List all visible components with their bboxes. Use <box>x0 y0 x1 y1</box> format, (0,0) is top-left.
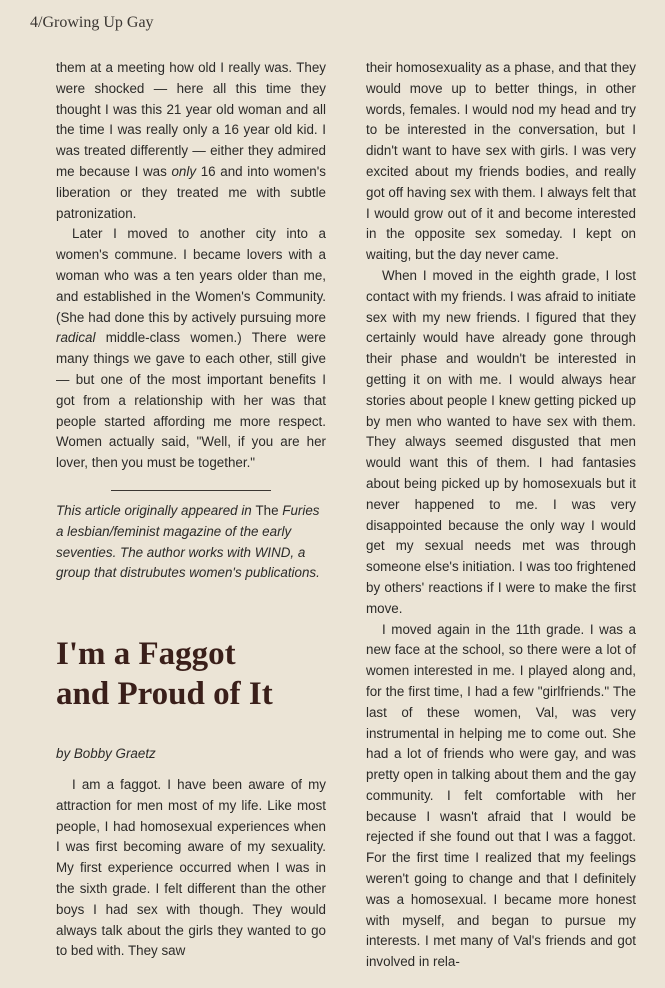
paragraph-commune <box>56 224 326 474</box>
title-line-1: I'm a Faggot <box>56 636 236 673</box>
paragraph-text: middle-class women.) There were many things we gave to each other, still give — but one of the most important benefits I got from a relationship with her was that people started affording me more respect. Women actually said, "Well, if you are her lover, then you must be together." <box>56 330 326 471</box>
paragraph-phase: their homosexuality as a phase, and that they would move up to better things, in other words, females. I would nod my head and try to be interested in the conversation, but I didn't want to have sex with girls. I was very excited about my friends bodies, and really got off having sex with them. I always felt that I would grow out of it and become interested in the opposite sex someday. I kept on waiting, but the day never came. <box>366 60 636 263</box>
divider-rule <box>111 490 271 491</box>
note-text: This article originally appeared in <box>56 502 256 518</box>
right-column <box>366 58 636 973</box>
left-column <box>56 58 326 962</box>
paragraph-text: Later I moved to another city into a women's commune. I became lovers with a woman who was a ten years older than me, and established in the Women's Community. (She had done this by actively pursuing more <box>56 226 326 325</box>
paragraph-text: 16 and into women's liberation or they treated me with subtle patronization. <box>56 163 326 221</box>
emphasis-text: only <box>171 163 197 179</box>
paragraph-eleventh-grade: I moved again in the 11th grade. I was a new face at the school, so there were a lot of women interested in me. I played along and, for the first time, I had a few "girlfriends." The last of these women, Val, was very instrumental in helping me to come out. She had a lot of friends who were gay, and was pretty open in talking about them and the gay community. I felt comfortable with her because I wasn't afraid that I would be rejected if she found out that I was a faggot. For the first time I realized that my feelings weren't going to change and that I definitely was a homosexual. I became more honest with myself, and began to pursue my interests. I met many of Val's friends and got involved in rela- <box>366 621 636 970</box>
running-header: 4/Growing Up Gay <box>30 14 154 31</box>
paragraph-eighth-grade: When I moved in the eighth grade, I lost contact with my friends. I was afraid to initiate sex with my new friends. I figured that they certainly would have already gone through their phase and wouldn't be interested in getting it on with me. I would always hear stories about people I knew getting picked up by men who wanted to have sex with them. They always seemed disgusted that men would want this of them. I had fantasies about being picked up by homosexuals but it never happened to me. I was very disappointed because the only way I would get my sexual needs met was through someone else's initiation. I was too frightened by others' reactions if I were to make the first move. <box>366 267 636 616</box>
title-line-2: and Proud of It <box>56 676 273 713</box>
note-text: Furies a lesbian/feminist magazine of the early seventies. The author works with WIND, a group that distrubutes women's publications. <box>56 502 320 581</box>
paragraph-continued <box>56 58 326 224</box>
paragraph-text: them at a meeting how old I really was. They were shocked — here all this time they thought I was this 21 year old woman and all the time I was really only a 16 year old kid. I was treated differently — either they admired me because I was <box>56 60 326 179</box>
article-title <box>56 634 326 714</box>
source-note <box>56 501 326 584</box>
note-magazine-the: The <box>255 502 279 518</box>
emphasis-text: radical <box>56 330 96 346</box>
byline: by Bobby Graetz <box>56 746 156 762</box>
paragraph-intro: I am a faggot. I have been aware of my attraction for men most of my life. Like most people, I had homosexual experiences when I was first becoming aware of my sexuality. My first experience occurred when I was in the sixth grade. I felt different than the other boys I had sex with though. They would always talk about the girls they wanted to go to bed with. They saw <box>56 776 326 959</box>
